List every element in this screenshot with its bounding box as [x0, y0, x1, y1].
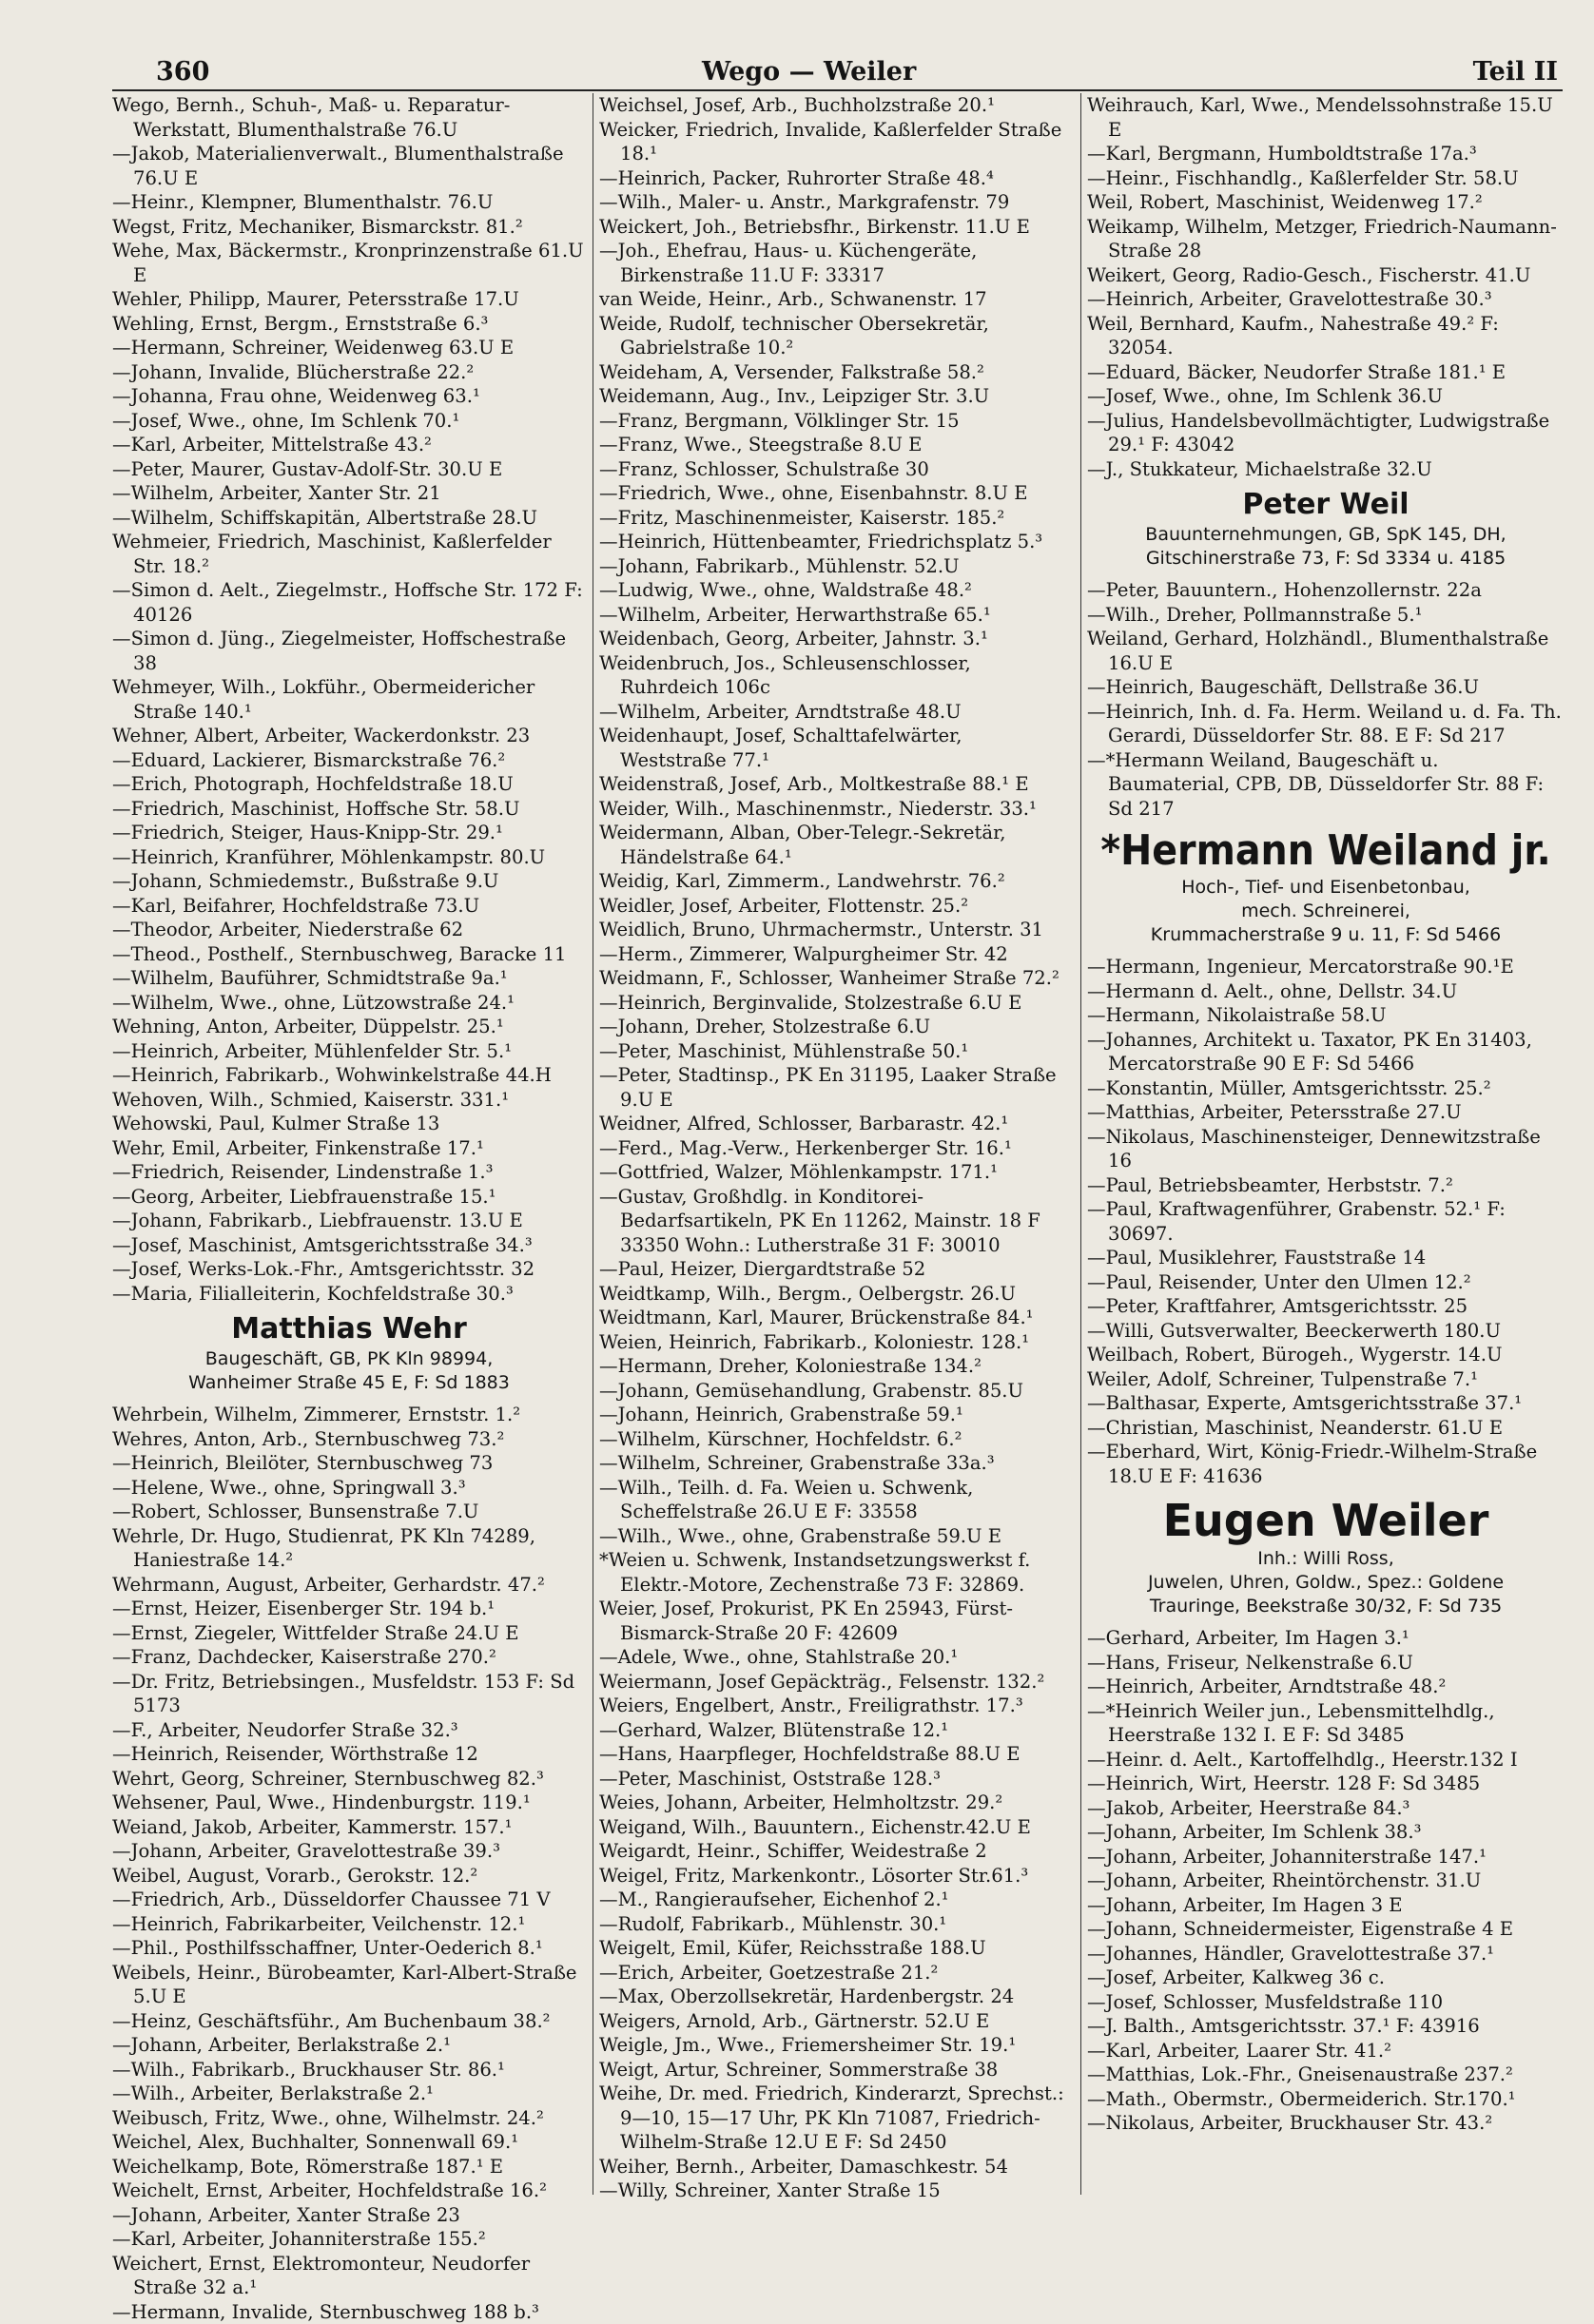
- directory-entry: van Weide, Heinr., Arb., Schwanenstr. 17: [599, 287, 1073, 312]
- advert-line: mech. Schreinerei,: [1087, 900, 1565, 923]
- advert-line: Trauringe, Beekstraße 30/32, F: Sd 735: [1087, 1595, 1565, 1618]
- directory-entry: Wehrbein, Wilhelm, Zimmerer, Ernststr. 1.²: [112, 1403, 586, 1427]
- directory-entry: —F., Arbeiter, Neudorfer Straße 32.³: [112, 1718, 586, 1743]
- directory-entry: —Gerhard, Arbeiter, Im Hagen 3.¹: [1087, 1626, 1565, 1651]
- directory-entry: —Heinrich, Inh. d. Fa. Herm. Weiland u. d. Fa. Th. Gerardi, Düsseldorfer Str. 88. E F: Sd 217: [1087, 700, 1565, 748]
- entry-list: [112, 93, 586, 1306]
- directory-entry: Wehning, Anton, Arbeiter, Düppelstr. 25.¹: [112, 1015, 586, 1039]
- directory-entry: —Peter, Bauuntern., Hohenzollernstr. 22a: [1087, 578, 1565, 603]
- directory-entry: Wehoven, Wilh., Schmied, Kaiserstr. 331.¹: [112, 1088, 586, 1113]
- directory-entry: —Heinrich, Fabrikarbeiter, Veilchenstr. 12.¹: [112, 1912, 586, 1937]
- directory-entry: Wehsener, Paul, Wwe., Hindenburgstr. 119.¹: [112, 1791, 586, 1815]
- directory-entry: —Wilhelm, Kürschner, Hochfeldstr. 6.²: [599, 1427, 1073, 1452]
- directory-entry: Weidenstraß, Josef, Arb., Moltkestraße 88.¹ E: [599, 772, 1073, 797]
- directory-entry: Weigers, Arnold, Arb., Gärtnerstr. 52.U E: [599, 2009, 1073, 2034]
- directory-entry: Weiers, Engelbert, Anstr., Freiligrathstr. 17.³: [599, 1694, 1073, 1718]
- page-title: Wego — Weiler: [702, 57, 1082, 87]
- directory-entry: —Wilhelm, Arbeiter, Arndtstraße 48.U: [599, 700, 1073, 725]
- directory-entry: Weien, Heinrich, Fabrikarb., Koloniestr. 128.¹: [599, 1330, 1073, 1355]
- directory-entry: —Johann, Gemüsehandlung, Grabenstr. 85.U: [599, 1379, 1073, 1404]
- entry-list: [1087, 955, 1565, 1488]
- directory-entry: —Eduard, Bäcker, Neudorfer Straße 181.¹ E: [1087, 360, 1565, 385]
- advert-matthias-wehr: [112, 1311, 586, 1395]
- directory-entry: —Josef, Arbeiter, Kalkweg 36 c.: [1087, 1966, 1565, 1990]
- directory-entry: —Wilh., Arbeiter, Berlakstraße 2.¹: [112, 2082, 586, 2106]
- part-label: Teil II: [1473, 57, 1558, 87]
- advert-line: Hoch-, Tief- und Eisenbetonbau,: [1087, 876, 1565, 900]
- directory-entry: —Karl, Arbeiter, Laarer Str. 41.²: [1087, 2039, 1565, 2063]
- directory-entry: Weikert, Georg, Radio-Gesch., Fischerstr. 41.U: [1087, 263, 1565, 288]
- directory-entry: —Heinz, Geschäftsführ., Am Buchenbaum 38.²: [112, 2009, 586, 2034]
- directory-entry: Wehling, Ernst, Bergm., Ernststraße 6.³: [112, 312, 586, 337]
- directory-entry: Weikamp, Wilhelm, Metzger, Friedrich-Naumann-Straße 28: [1087, 215, 1565, 263]
- directory-entry: —Johanna, Frau ohne, Weidenweg 63.¹: [112, 384, 586, 409]
- advert-name: Peter Weil: [1087, 487, 1565, 523]
- directory-entry: —Josef, Werks-Lok.-Fhr., Amtsgerichtsstr. 32: [112, 1257, 586, 1282]
- directory-entry: Wehe, Max, Bäckermstr., Kronprinzenstraße 61.U E: [112, 239, 586, 287]
- advert-eugen-weiler: [1087, 1494, 1565, 1618]
- directory-entry: —Wilhelm, Bauführer, Schmidtstraße 9a.¹: [112, 966, 586, 991]
- directory-entry: —*Hermann Weiland, Baugeschäft u. Baumaterial, CPB, DB, Düsseldorfer Str. 88 F: Sd 217: [1087, 748, 1565, 822]
- directory-entry: Wehrle, Dr. Hugo, Studienrat, PK Kln 74289, Haniestraße 14.²: [112, 1524, 586, 1573]
- directory-entry: Weier, Josef, Prokurist, PK En 25943, Fürst-Bismarck-Straße 20 F: 42609: [599, 1597, 1073, 1645]
- directory-entry: —Friedrich, Maschinist, Hoffsche Str. 58.U: [112, 797, 586, 822]
- directory-entry: —Georg, Arbeiter, Liebfrauenstraße 15.¹: [112, 1185, 586, 1210]
- directory-entry: Weibel, August, Vorarb., Gerokstr. 12.²: [112, 1864, 586, 1888]
- directory-entry: —Johann, Heinrich, Grabenstraße 59.¹: [599, 1403, 1073, 1427]
- directory-entry: Weidig, Karl, Zimmerm., Landwehrstr. 76.²: [599, 869, 1073, 894]
- directory-entry: —Dr. Fritz, Betriebsingen., Musfeldstr. 153 F: Sd 5173: [112, 1670, 586, 1718]
- directory-entry: —Heinrich, Reisender, Wörthstraße 12: [112, 1742, 586, 1767]
- directory-entry: —Paul, Betriebsbeamter, Herbststr. 7.²: [1087, 1173, 1565, 1198]
- directory-entry: —Ernst, Ziegeler, Wittfelder Straße 24.U E: [112, 1621, 586, 1646]
- directory-entry: —Gustav, Großhdlg. in Konditorei-Bedarfsartikeln, PK En 11262, Mainstr. 18 F 33350 Wohn.: Lutherstraße 31 F: 30010: [599, 1185, 1073, 1258]
- directory-entry: —Friedrich, Wwe., ohne, Eisenbahnstr. 8.U E: [599, 481, 1073, 506]
- directory-entry: —Heinrich, Wirt, Heerstr. 128 F: Sd 3485: [1087, 1772, 1565, 1796]
- directory-entry: Weigelt, Emil, Küfer, Reichsstraße 188.U: [599, 1936, 1073, 1961]
- directory-entry: —*Heinrich Weiler jun., Lebensmittelhdlg., Heerstraße 132 I. E F: Sd 3485: [1087, 1699, 1565, 1748]
- directory-entry: Weichel, Alex, Buchhalter, Sonnenwall 69.¹: [112, 2130, 586, 2155]
- directory-entry: —Heinrich, Packer, Ruhrorter Straße 48.⁴: [599, 166, 1073, 191]
- directory-entry: —Franz, Wwe., Steegstraße 8.U E: [599, 433, 1073, 457]
- directory-entry: —Johann, Arbeiter, Johanniterstraße 147.¹: [1087, 1845, 1565, 1869]
- directory-entry: —Wilh., Dreher, Pollmannstraße 5.¹: [1087, 603, 1565, 628]
- directory-entry: —Franz, Bergmann, Völklinger Str. 15: [599, 409, 1073, 434]
- directory-entry: —Johann, Arbeiter, Berlakstraße 2.¹: [112, 2033, 586, 2058]
- directory-entry: Weiermann, Josef Gepäckträg., Felsenstr. 132.²: [599, 1670, 1073, 1695]
- directory-entry: —Hermann, Nikolaistraße 58.U: [1087, 1003, 1565, 1028]
- directory-entry: —Johann, Arbeiter, Gravelottestraße 39.³: [112, 1839, 586, 1864]
- directory-entry: Weichert, Ernst, Elektromonteur, Neudorfer Straße 32 a.¹: [112, 2252, 586, 2300]
- directory-entry: Weidemann, Aug., Inv., Leipziger Str. 3.U: [599, 384, 1073, 409]
- page-number: 360: [156, 57, 209, 87]
- directory-entry: Weiher, Bernh., Arbeiter, Damaschkestr. 54: [599, 2155, 1073, 2179]
- directory-entry: —Jakob, Arbeiter, Heerstraße 84.³: [1087, 1796, 1565, 1821]
- directory-entry: —Johann, Schneidermeister, Eigenstraße 4 E: [1087, 1917, 1565, 1942]
- directory-entry: —Heinrich, Baugeschäft, Dellstraße 36.U: [1087, 675, 1565, 700]
- directory-entry: —Johann, Arbeiter, Xanter Straße 23: [112, 2203, 586, 2228]
- directory-entry: Weichelkamp, Bote, Römerstraße 187.¹ E: [112, 2155, 586, 2179]
- directory-entry: Weidner, Alfred, Schlosser, Barbarastr. 42.¹: [599, 1112, 1073, 1136]
- directory-entry: —Johann, Arbeiter, Im Schlenk 38.³: [1087, 1820, 1565, 1845]
- directory-entry: —Eberhard, Wirt, König-Friedr.-Wilhelm-Straße 18.U E F: 41636: [1087, 1440, 1565, 1488]
- directory-entry: —Friedrich, Arb., Düsseldorfer Chaussee 71 V: [112, 1888, 586, 1912]
- column-2: [599, 93, 1073, 2203]
- directory-entry: Weidenbruch, Jos., Schleusenschlosser, Ruhrdeich 106c: [599, 651, 1073, 700]
- directory-entry: Weidenhaupt, Josef, Schalttafelwärter, Weststraße 77.¹: [599, 724, 1073, 772]
- directory-entry: —Hans, Friseur, Nelkenstraße 6.U: [1087, 1651, 1565, 1675]
- directory-entry: —Heinrich, Bleilöter, Sternbuschweg 73: [112, 1451, 586, 1476]
- advert-line: Bauunternehmungen, GB, SpK 145, DH,: [1087, 523, 1565, 547]
- column-divider: [1080, 93, 1081, 2195]
- directory-entry: —Jakob, Materialienverwalt., Blumenthalstraße 76.U E: [112, 142, 586, 190]
- advert-hermann-weiland: [1087, 826, 1565, 947]
- directory-entry: —Willy, Schreiner, Xanter Straße 15: [599, 2179, 1073, 2203]
- directory-entry: Weigardt, Heinr., Schiffer, Weidestraße 2: [599, 1839, 1073, 1864]
- directory-entry: —Johann, Fabrikarb., Liebfrauenstr. 13.U E: [112, 1209, 586, 1233]
- directory-entry: —Hans, Haarpfleger, Hochfeldstraße 88.U E: [599, 1742, 1073, 1767]
- advert-name: Eugen Weiler: [1087, 1494, 1565, 1547]
- directory-entry: Weickert, Joh., Betriebsfhr., Birkenstr. 11.U E: [599, 215, 1073, 240]
- directory-entry: —Johann, Arbeiter, Im Hagen 3 E: [1087, 1893, 1565, 1918]
- directory-entry: —Johann, Fabrikarb., Mühlenstr. 52.U: [599, 554, 1073, 579]
- directory-entry: —Robert, Schlosser, Bunsenstraße 7.U: [112, 1500, 586, 1524]
- directory-entry: —Wilh., Fabrikarb., Bruckhauser Str. 86.¹: [112, 2058, 586, 2082]
- directory-entry: —Heinrich, Arbeiter, Gravelottestraße 30.³: [1087, 287, 1565, 312]
- directory-entry: —Heinrich, Arbeiter, Arndtstraße 48.²: [1087, 1675, 1565, 1699]
- directory-entry: —Nikolaus, Maschinensteiger, Dennewitzstraße 16: [1087, 1125, 1565, 1173]
- advert-name: *Hermann Weiland jr.: [1087, 826, 1565, 876]
- directory-entry: —Simon d. Aelt., Ziegelmstr., Hoffsche Str. 172 F: 40126: [112, 578, 586, 627]
- directory-entry: —Fritz, Maschinenmeister, Kaiserstr. 185.²: [599, 506, 1073, 531]
- entry-list: [1087, 578, 1565, 821]
- directory-entry: Weichsel, Josef, Arb., Buchholzstraße 20.¹: [599, 93, 1073, 118]
- directory-entry: —Paul, Kraftwagenführer, Grabenstr. 52.¹ F: 30697.: [1087, 1197, 1565, 1246]
- directory-entry: —Joh., Ehefrau, Haus- u. Küchengeräte, Birkenstraße 11.U F: 33317: [599, 239, 1073, 287]
- directory-entry: —Phil., Posthilfsschaffner, Unter-Oederich 8.¹: [112, 1936, 586, 1961]
- directory-entry: —Heinr. d. Aelt., Kartoffelhdlg., Heerstr.132 I: [1087, 1748, 1565, 1772]
- advert-line: Krummacherstraße 9 u. 11, F: Sd 5466: [1087, 923, 1565, 947]
- directory-entry: —Wilhelm, Schreiner, Grabenstraße 33a.³: [599, 1451, 1073, 1476]
- directory-entry: —Matthias, Lok.-Fhr., Gneisenaustraße 237.²: [1087, 2063, 1565, 2087]
- directory-entry: Wehmeier, Friedrich, Maschinist, Kaßlerfelder Str. 18.²: [112, 530, 586, 578]
- directory-entry: —Peter, Maschinist, Mühlenstraße 50.¹: [599, 1039, 1073, 1064]
- directory-entry: —Ferd., Mag.-Verw., Herkenberger Str. 16.¹: [599, 1136, 1073, 1161]
- directory-entry: —Maria, Filialleiterin, Kochfeldstraße 30.³: [112, 1282, 586, 1307]
- directory-entry: —Heinrich, Berginvalide, Stolzestraße 6.U E: [599, 991, 1073, 1016]
- directory-entry: Weil, Bernhard, Kaufm., Nahestraße 49.² F: 32054.: [1087, 312, 1565, 360]
- directory-entry: —M., Rangieraufseher, Eichenhof 2.¹: [599, 1888, 1073, 1912]
- advert-line: Juwelen, Uhren, Goldw., Spez.: Goldene: [1087, 1571, 1565, 1595]
- directory-entry: Weidermann, Alban, Ober-Telegr.-Sekretär, Händelstraße 64.¹: [599, 821, 1073, 869]
- directory-entry: —Gerhard, Walzer, Blütenstraße 12.¹: [599, 1718, 1073, 1743]
- directory-entry: —Hermann, Invalide, Sternbuschweg 188 b.³: [112, 2300, 586, 2324]
- directory-entry: —Theodor, Arbeiter, Niederstraße 62: [112, 918, 586, 942]
- directory-entry: Weideham, A, Versender, Falkstraße 58.²: [599, 360, 1073, 385]
- directory-entry: Weide, Rudolf, technischer Obersekretär, Gabrielstraße 10.²: [599, 312, 1073, 360]
- directory-entry: Weigel, Fritz, Markenkontr., Lösorter Str.61.³: [599, 1864, 1073, 1888]
- directory-entry: Weibels, Heinr., Bürobeamter, Karl-Albert-Straße 5.U E: [112, 1961, 586, 2009]
- directory-entry: —Wilhelm, Wwe., ohne, Lützowstraße 24.¹: [112, 991, 586, 1016]
- directory-entry: —Willi, Gutsverwalter, Beeckerwerth 180.U: [1087, 1319, 1565, 1344]
- entry-list: [1087, 1626, 1565, 2136]
- directory-entry: —Nikolaus, Arbeiter, Bruckhauser Str. 43.²: [1087, 2111, 1565, 2136]
- directory-entry: —Hermann d. Aelt., ohne, Dellstr. 34.U: [1087, 979, 1565, 1004]
- directory-entry: —Friedrich, Steiger, Haus-Knipp-Str. 29.¹: [112, 821, 586, 845]
- directory-entry: —Karl, Beifahrer, Hochfeldstraße 73.U: [112, 894, 586, 919]
- directory-entry: Weidmann, F., Schlosser, Wanheimer Straße 72.²: [599, 966, 1073, 991]
- advert-line: Wanheimer Straße 45 E, F: Sd 1883: [112, 1371, 586, 1395]
- directory-entry: Wehmeyer, Wilh., Lokführ., Obermeidericher Straße 140.¹: [112, 675, 586, 724]
- directory-entry: Weiler, Adolf, Schreiner, Tulpenstraße 7.¹: [1087, 1367, 1565, 1392]
- directory-entry: —Helene, Wwe., ohne, Springwall 3.³: [112, 1476, 586, 1501]
- directory-entry: —Josef, Schlosser, Musfeldstraße 110: [1087, 1990, 1565, 2015]
- directory-entry: —Johannes, Händler, Gravelottestraße 37.¹: [1087, 1942, 1565, 1966]
- entry-list: [599, 93, 1073, 2203]
- directory-entry: —Simon d. Jüng., Ziegelmeister, Hoffschestraße 38: [112, 627, 586, 675]
- directory-entry: —Johann, Arbeiter, Rheintörchenstr. 31.U: [1087, 1869, 1565, 1893]
- directory-entry: —Erich, Arbeiter, Goetzestraße 21.²: [599, 1961, 1073, 1985]
- directory-entry: Weider, Wilh., Maschinenmstr., Niederstr. 33.¹: [599, 797, 1073, 822]
- directory-entry: —Ludwig, Wwe., ohne, Waldstraße 48.²: [599, 578, 1073, 603]
- directory-entry: Weihe, Dr. med. Friedrich, Kinderarzt, Sprechst.: 9—10, 15—17 Uhr, PK Kln 71087, Friedrich-Wilhelm-Straße 12.U E F: Sd 2450: [599, 2082, 1073, 2155]
- directory-entry: —J., Stukkateur, Michaelstraße 32.U: [1087, 457, 1565, 482]
- directory-entry: Wehrmann, August, Arbeiter, Gerhardstr. 47.²: [112, 1573, 586, 1598]
- directory-entry: —Wilhelm, Schiffskapitän, Albertstraße 28.U: [112, 506, 586, 531]
- header-rule: [112, 89, 1563, 91]
- directory-entry: Wegst, Fritz, Mechaniker, Bismarckstr. 81.²: [112, 215, 586, 240]
- advert-name: Matthias Wehr: [112, 1311, 586, 1347]
- directory-entry: Weigle, Jm., Wwe., Friemersheimer Str. 19.¹: [599, 2033, 1073, 2058]
- directory-entry: —Josef, Wwe., ohne, Im Schlenk 36.U: [1087, 384, 1565, 409]
- directory-entry: —Rudolf, Fabrikarb., Mühlenstr. 30.¹: [599, 1912, 1073, 1937]
- directory-entry: Weigand, Wilh., Bauuntern., Eichenstr.42.U E: [599, 1815, 1073, 1840]
- directory-entry: Weidenbach, Georg, Arbeiter, Jahnstr. 3.¹: [599, 627, 1073, 651]
- column-3: [1087, 93, 1565, 2136]
- directory-entry: Weies, Johann, Arbeiter, Helmholtzstr. 29.²: [599, 1791, 1073, 1815]
- directory-entry: —Heinrich, Arbeiter, Mühlenfelder Str. 5.¹: [112, 1039, 586, 1064]
- directory-entry: Weihrauch, Karl, Wwe., Mendelssohnstraße 15.U E: [1087, 93, 1565, 142]
- directory-entry: —Balthasar, Experte, Amtsgerichtsstraße 37.¹: [1087, 1391, 1565, 1416]
- advert-line: Baugeschäft, GB, PK Kln 98994,: [112, 1347, 586, 1371]
- directory-entry: —Paul, Reisender, Unter den Ulmen 12.²: [1087, 1270, 1565, 1295]
- directory-entry: —Heinrich, Hüttenbeamter, Friedrichsplatz 5.³: [599, 530, 1073, 554]
- directory-entry: —Josef, Maschinist, Amtsgerichtsstraße 34.³: [112, 1233, 586, 1258]
- directory-entry: —Johann, Invalide, Blücherstraße 22.²: [112, 360, 586, 385]
- directory-entry: Weidlich, Bruno, Uhrmachermstr., Unterstr. 31: [599, 918, 1073, 942]
- directory-entry: —Heinr., Fischhandlg., Kaßlerfelder Str. 58.U: [1087, 166, 1565, 191]
- directory-entry: —Ernst, Heizer, Eisenberger Str. 194 b.¹: [112, 1597, 586, 1621]
- advert-peter-weil: [1087, 487, 1565, 571]
- directory-entry: —Wilh., Maler- u. Anstr., Markgrafenstr. 79: [599, 190, 1073, 215]
- directory-entry: —Hermann, Ingenieur, Mercatorstraße 90.¹E: [1087, 955, 1565, 979]
- directory-entry: —Konstantin, Müller, Amtsgerichtsstr. 25.²: [1087, 1076, 1565, 1101]
- directory-entry: —Erich, Photograph, Hochfeldstraße 18.U: [112, 772, 586, 797]
- entry-list: [112, 1403, 586, 2324]
- directory-entry: —Heinrich, Kranführer, Möhlenkampstr. 80.U: [112, 845, 586, 870]
- directory-entry: Weiand, Jakob, Arbeiter, Kammerstr. 157.¹: [112, 1815, 586, 1840]
- directory-entry: —Eduard, Lackierer, Bismarckstraße 76.²: [112, 748, 586, 773]
- directory-entry: —Paul, Musiklehrer, Fauststraße 14: [1087, 1246, 1565, 1270]
- directory-entry: —Johann, Dreher, Stolzestraße 6.U: [599, 1015, 1073, 1039]
- directory-entry: —Franz, Dachdecker, Kaiserstraße 270.²: [112, 1645, 586, 1670]
- directory-entry: Weil, Robert, Maschinist, Weidenweg 17.²: [1087, 190, 1565, 215]
- directory-entry: —Christian, Maschinist, Neanderstr. 61.U E: [1087, 1416, 1565, 1441]
- directory-entry: Weibusch, Fritz, Wwe., ohne, Wilhelmstr. 24.²: [112, 2106, 586, 2131]
- directory-entry: —Karl, Arbeiter, Mittelstraße 43.²: [112, 433, 586, 457]
- directory-entry: —Peter, Kraftfahrer, Amtsgerichtsstr. 25: [1087, 1294, 1565, 1319]
- advert-line: Gitschinerstraße 73, F: Sd 3334 u. 4185: [1087, 547, 1565, 571]
- directory-entry: —Friedrich, Reisender, Lindenstraße 1.³: [112, 1160, 586, 1185]
- directory-entry: —Wilh., Wwe., ohne, Grabenstraße 59.U E: [599, 1524, 1073, 1549]
- page-header: [112, 55, 1558, 93]
- directory-entry: —Julius, Handelsbevollmächtigter, Ludwigstraße 29.¹ F: 43042: [1087, 409, 1565, 457]
- entry-list: [1087, 93, 1565, 481]
- directory-entry: —Math., Obermstr., Obermeiderich. Str.170.¹: [1087, 2087, 1565, 2112]
- directory-entry: Weilbach, Robert, Bürogeh., Wygerstr. 14.U: [1087, 1343, 1565, 1367]
- directory-entry: Weidtkamp, Wilh., Bergm., Oelbergstr. 26.U: [599, 1282, 1073, 1307]
- directory-entry: Wehr, Emil, Arbeiter, Finkenstraße 17.¹: [112, 1136, 586, 1161]
- directory-entry: Weidtmann, Karl, Maurer, Brückenstraße 84.¹: [599, 1306, 1073, 1330]
- directory-entry: —Heinr., Klempner, Blumenthalstr. 76.U: [112, 190, 586, 215]
- directory-entry: —Johann, Schmiedemstr., Bußstraße 9.U: [112, 869, 586, 894]
- directory-entry: Wehres, Anton, Arb., Sternbuschweg 73.²: [112, 1427, 586, 1452]
- directory-entry: —Hermann, Schreiner, Weidenweg 63.U E: [112, 336, 586, 360]
- directory-entry: Weidler, Josef, Arbeiter, Flottenstr. 25.²: [599, 894, 1073, 919]
- directory-entry: —Matthias, Arbeiter, Petersstraße 27.U: [1087, 1100, 1565, 1125]
- column-1: [112, 93, 586, 2324]
- directory-entry: —Karl, Arbeiter, Johanniterstraße 155.²: [112, 2227, 586, 2252]
- directory-entry: Weicker, Friedrich, Invalide, Kaßlerfelder Straße 18.¹: [599, 118, 1073, 166]
- directory-entry: —Theod., Posthelf., Sternbuschweg, Baracke 11: [112, 942, 586, 967]
- directory-entry: Wehrt, Georg, Schreiner, Sternbuschweg 82.³: [112, 1767, 586, 1791]
- directory-entry: —Peter, Maurer, Gustav-Adolf-Str. 30.U E: [112, 457, 586, 482]
- directory-entry: Weiland, Gerhard, Holzhändl., Blumenthalstraße 16.U E: [1087, 627, 1565, 675]
- directory-entry: Wehler, Philipp, Maurer, Petersstraße 17.U: [112, 287, 586, 312]
- directory-entry: —Franz, Schlosser, Schulstraße 30: [599, 457, 1073, 482]
- directory-entry: —Gottfried, Walzer, Möhlenkampstr. 171.¹: [599, 1160, 1073, 1185]
- directory-entry: —Peter, Maschinist, Oststraße 128.³: [599, 1767, 1073, 1791]
- directory-entry: —Max, Oberzollsekretär, Hardenbergstr. 24: [599, 1985, 1073, 2009]
- directory-entry: —Herm., Zimmerer, Walpurgheimer Str. 42: [599, 942, 1073, 967]
- directory-entry: —J. Balth., Amtsgerichtsstr. 37.¹ F: 43916: [1087, 2014, 1565, 2039]
- directory-entry: —Hermann, Dreher, Koloniestraße 134.²: [599, 1354, 1073, 1379]
- directory-entry: —Wilhelm, Arbeiter, Herwarthstraße 65.¹: [599, 603, 1073, 628]
- directory-entry: —Karl, Bergmann, Humboldtstraße 17a.³: [1087, 142, 1565, 166]
- directory-entry: —Wilhelm, Arbeiter, Xanter Str. 21: [112, 481, 586, 506]
- advert-line: Inh.: Willi Ross,: [1087, 1547, 1565, 1571]
- directory-entry: —Johannes, Architekt u. Taxator, PK En 31403, Mercatorstraße 90 E F: Sd 5466: [1087, 1028, 1565, 1076]
- directory-entry: —Wilh., Teilh. d. Fa. Weien u. Schwenk, Scheffelstraße 26.U E F: 33558: [599, 1476, 1073, 1524]
- directory-entry: Weigt, Artur, Schreiner, Sommerstraße 38: [599, 2058, 1073, 2082]
- directory-entry: —Peter, Stadtinsp., PK En 31195, Laaker Straße 9.U E: [599, 1063, 1073, 1112]
- directory-entry: Wego, Bernh., Schuh-, Maß- u. Reparatur-Werkstatt, Blumenthalstraße 76.U: [112, 93, 586, 142]
- directory-entry: Wehowski, Paul, Kulmer Straße 13: [112, 1112, 586, 1136]
- directory-entry: Wehner, Albert, Arbeiter, Wackerdonkstr. 23: [112, 724, 586, 748]
- directory-entry: —Josef, Wwe., ohne, Im Schlenk 70.¹: [112, 409, 586, 434]
- directory-entry: —Paul, Heizer, Diergardtstraße 52: [599, 1257, 1073, 1282]
- directory-entry: *Weien u. Schwenk, Instandsetzungswerkst f. Elektr.-Motore, Zechenstraße 73 F: 32869.: [599, 1548, 1073, 1597]
- directory-entry: —Adele, Wwe., ohne, Stahlstraße 20.¹: [599, 1645, 1073, 1670]
- directory-entry: Weichelt, Ernst, Arbeiter, Hochfeldstraße 16.²: [112, 2179, 586, 2203]
- directory-entry: —Heinrich, Fabrikarb., Wohwinkelstraße 44.H: [112, 1063, 586, 1088]
